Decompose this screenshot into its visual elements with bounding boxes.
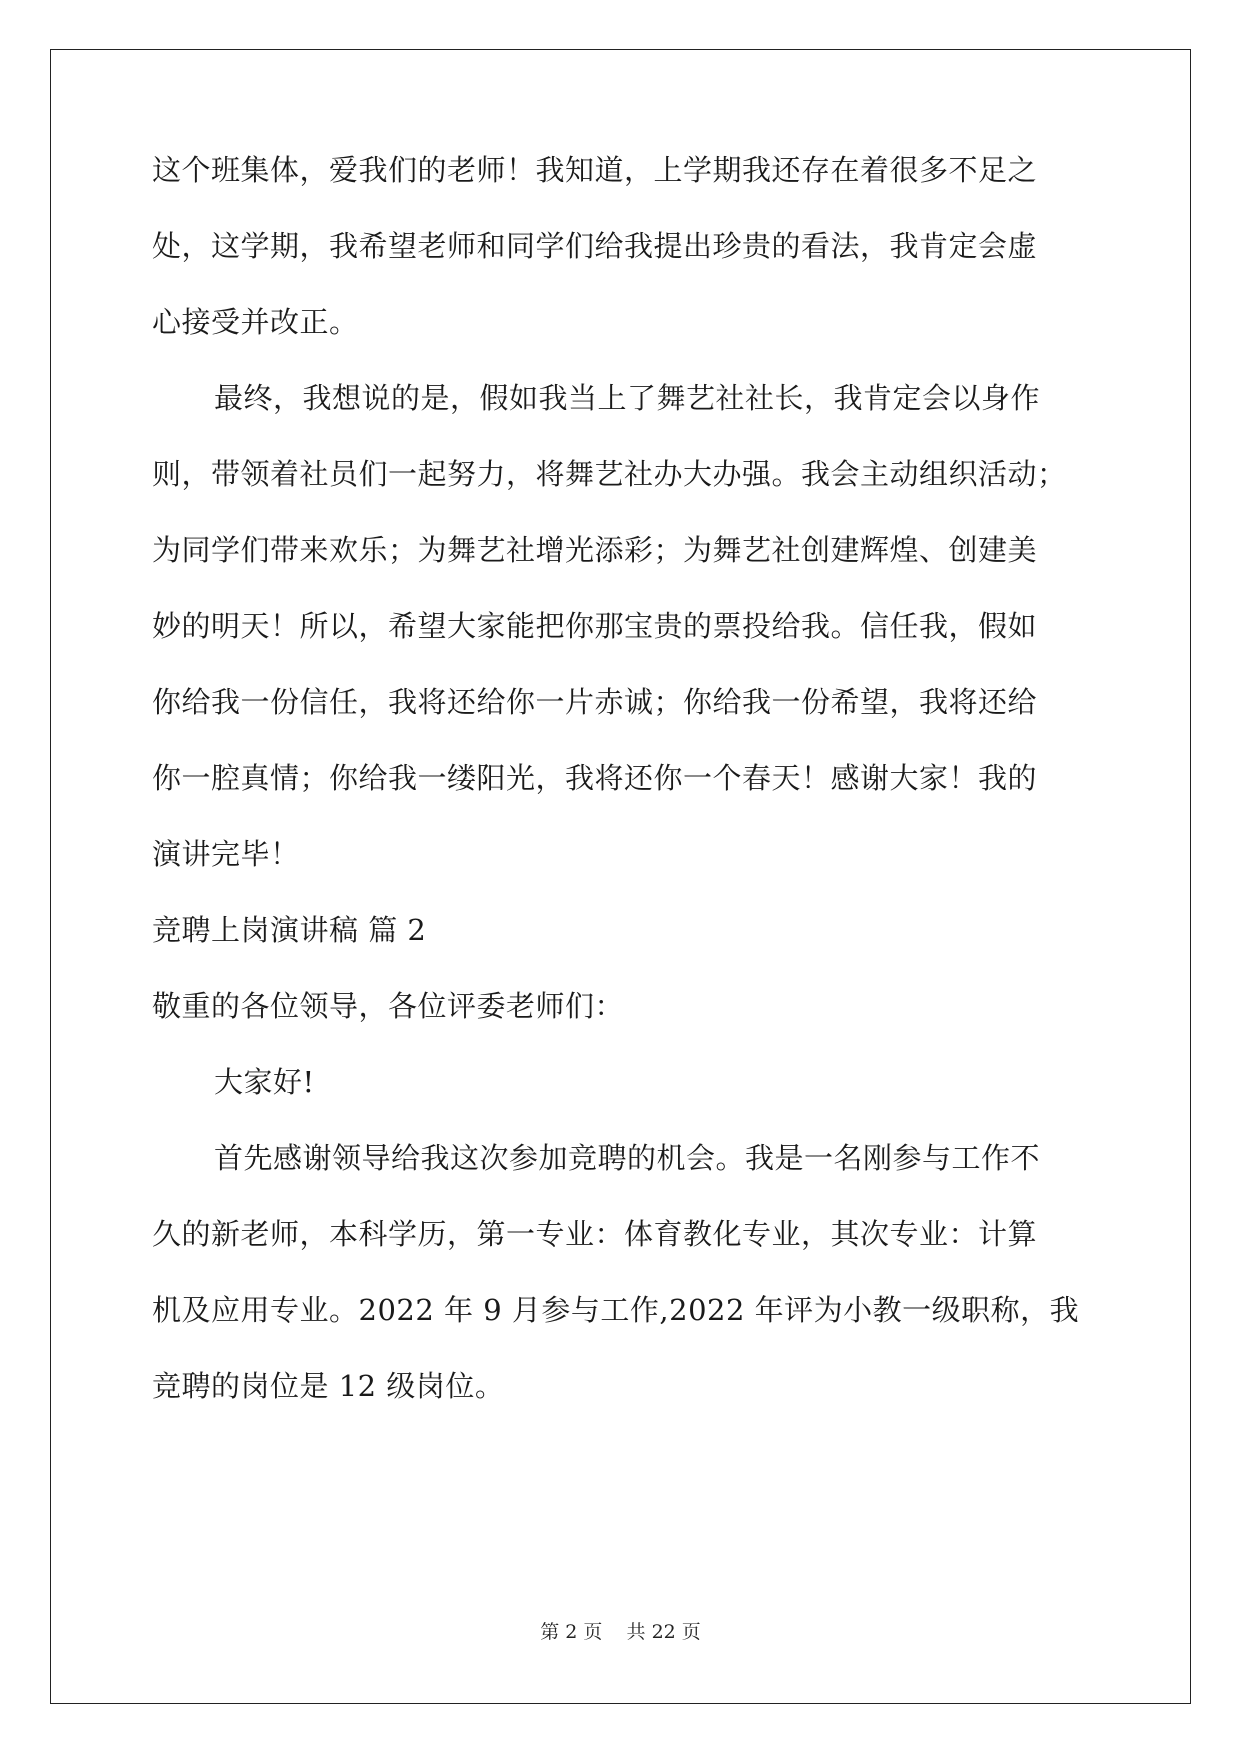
text-line: 这个班集体，爱我们的老师！我知道，上学期我还存在着很多不足之 [152,153,1038,187]
paragraph-start-line: 首先感谢领导给我这次参加竞聘的机会。我是一名刚参与工作不 [214,1141,1041,1175]
text-line: 久的新老师，本科学历，第一专业：体育教化专业，其次专业：计算 [152,1217,1038,1251]
greeting-line: 大家好! [214,1065,315,1099]
text-line: 为同学们带来欢乐；为舞艺社增光添彩；为舞艺社创建辉煌、创建美 [152,533,1038,567]
text-line: 妙的明天！所以，希望大家能把你那宝贵的票投给我。信任我，假如 [152,609,1038,643]
text-line: 则，带领着社员们一起努力，将舞艺社办大办强。我会主动组织活动； [152,457,1067,491]
text-line: 演讲完毕！ [152,837,300,871]
section-heading: 竞聘上岗演讲稿 篇 2 [152,913,427,947]
paragraph-start-line: 最终，我想说的是，假如我当上了舞艺社社长，我肯定会以身作 [214,381,1041,415]
text-line: 机及应用专业。2022 年 9 月参与工作,2022 年评为小教一级职称，我 [152,1293,1080,1327]
text-line: 处，这学期，我希望老师和同学们给我提出珍贵的看法，我肯定会虚 [152,229,1038,263]
page-footer [0,1620,1241,1644]
text-line: 心接受并改正。 [152,305,359,339]
text-line: 你一腔真情；你给我一缕阳光，我将还你一个春天！感谢大家！我的 [152,761,1038,795]
text-line: 你给我一份信任，我将还给你一片赤诚；你给我一份希望，我将还给 [152,685,1038,719]
text-line: 竞聘的岗位是 12 级岗位。 [152,1369,505,1403]
page-number-label: 第 2 页 共 22 页 [540,1621,701,1643]
salutation-line: 敬重的各位领导，各位评委老师们： [152,989,625,1023]
page-border [50,49,1191,1704]
